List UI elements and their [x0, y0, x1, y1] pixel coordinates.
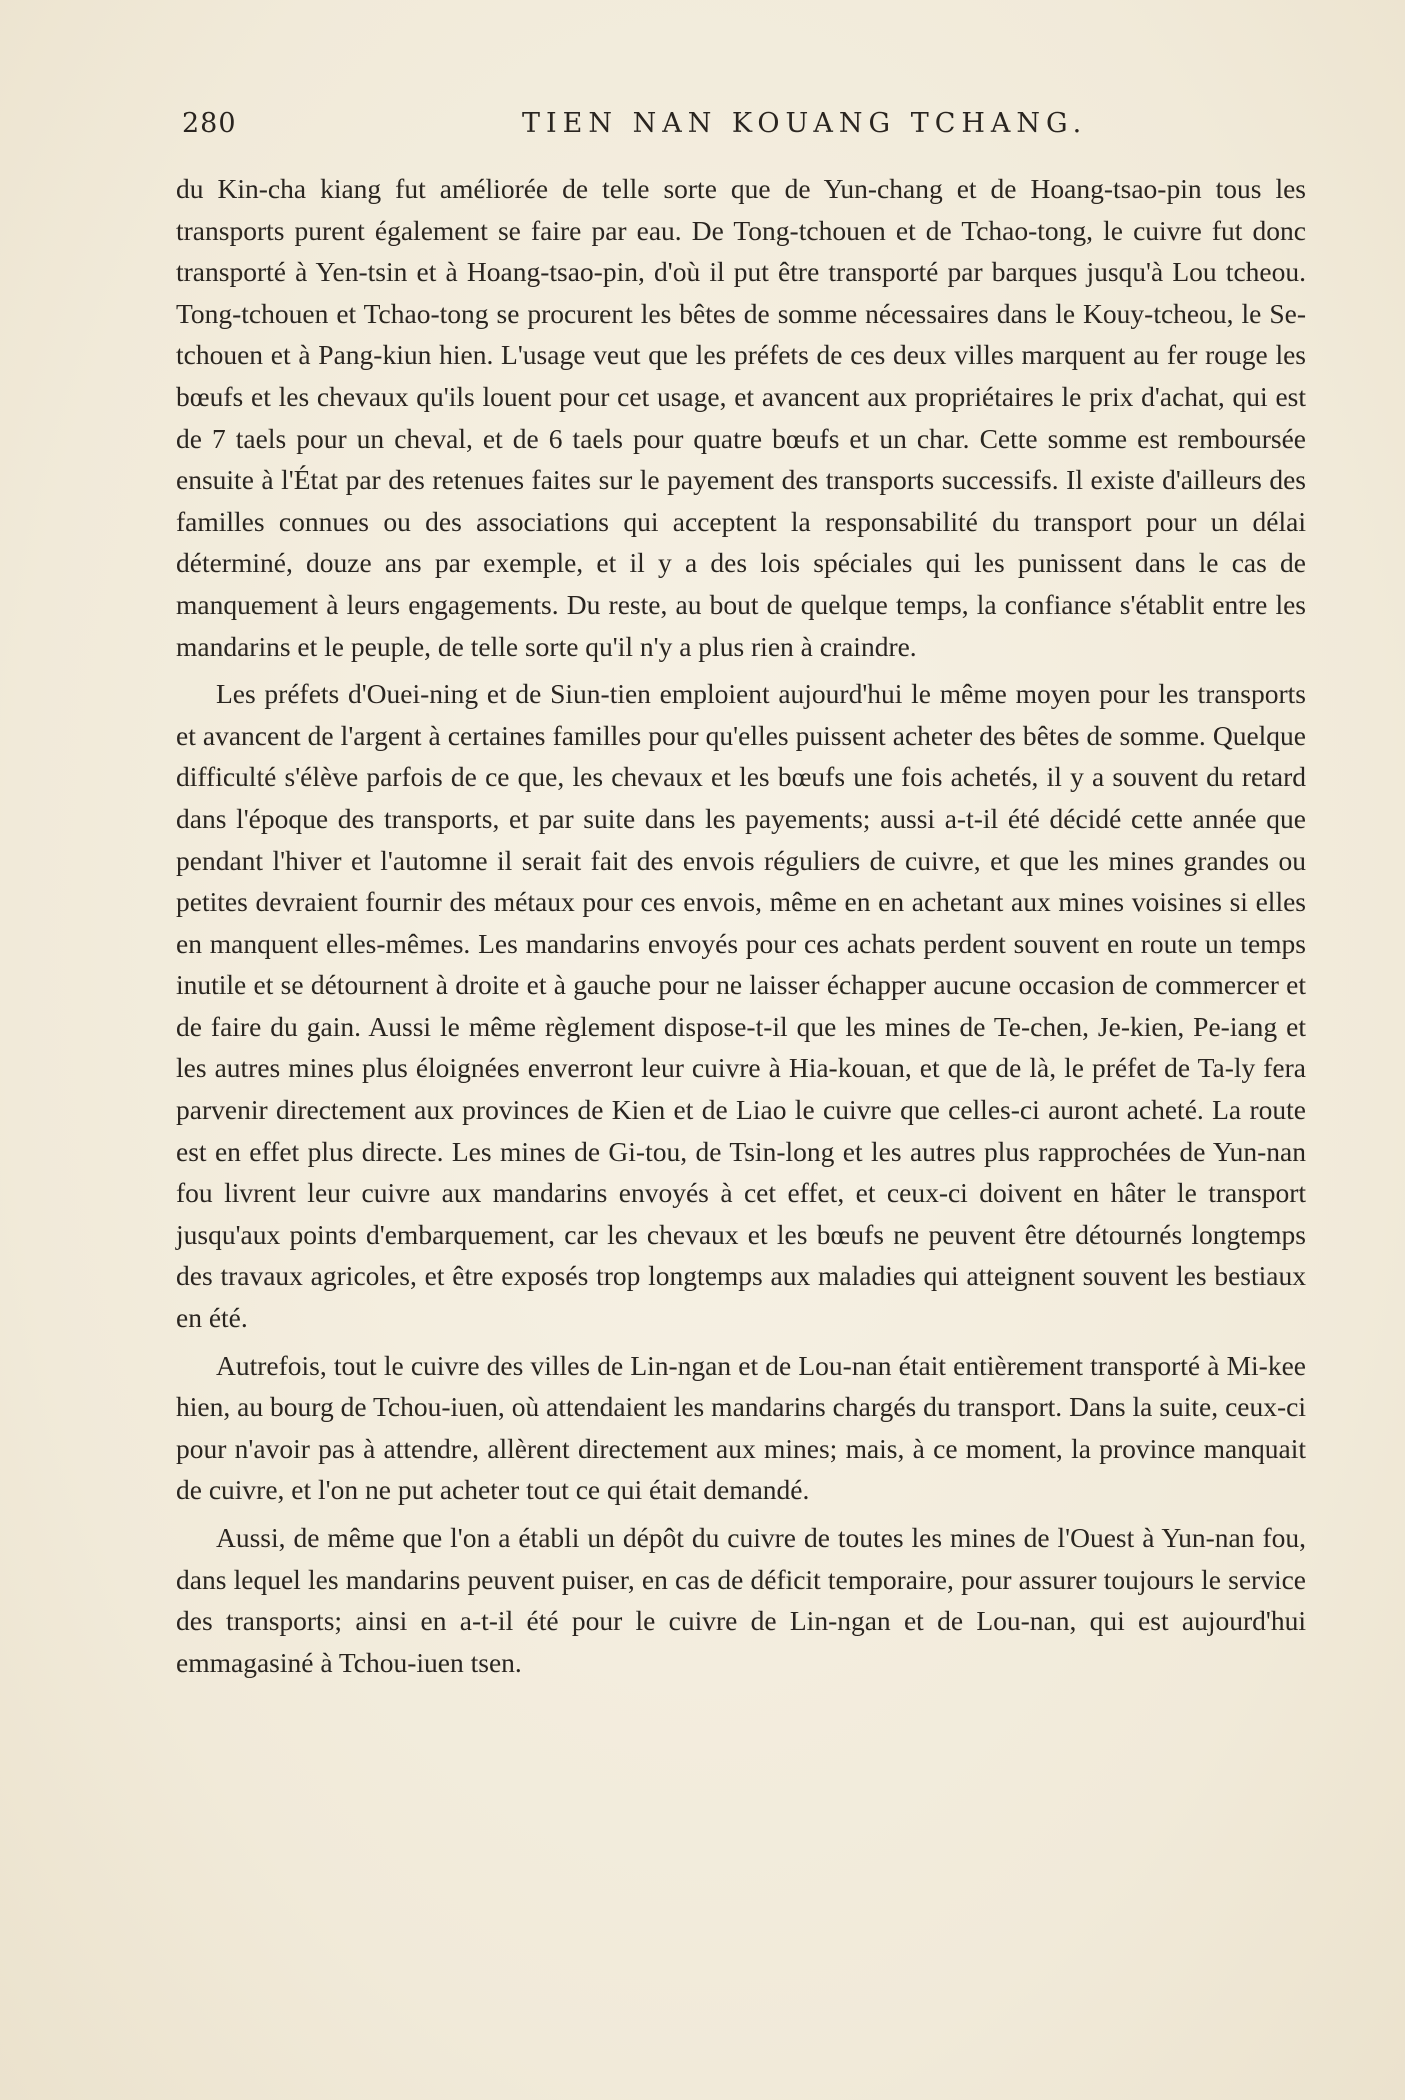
- paragraph-3: Autrefois, tout le cuivre des villes de Lin-ngan et de Lou-nan était entièrement transporté à Mi-kee hien, au bourg de Tchou-iuen, où attendaient les mandarins chargés du transport. Dans la suite, ceux-ci pour n'avoir pas à attendre, allèrent directement aux mines; mais, à ce moment, la province manquait de cuivre, et l'on ne put acheter tout ce qui était demandé.: [176, 1349, 1306, 1506]
- paragraph-1: du Kin-cha kiang fut améliorée de telle sorte que de Yun-chang et de Hoang-tsao-pin tous les transports purent également se faire par eau. De Tong-tchouen et de Tchao-tong, le cuivre fut donc transporté à Yen-tsin et à Hoang-tsao-pin, d'où il put être transporté par barques jusqu'à Lou tcheou. Tong-tchouen et Tchao-tong se procurent les bêtes de somme nécessaires dans le Kouy-tcheou, le Se-tchouen et à Pang-kiun hien. L'usage veut que les préfets de ces deux villes marquent au fer rouge les bœufs et les chevaux qu'ils louent pour cet usage, et avancent aux propriétaires le prix d'achat, qui est de 7 taels pour un cheval, et de 6 taels pour quatre bœufs et un char. Cette somme est remboursée ensuite à l'État par des retenues faites sur le payement des transports successifs. Il existe d'ailleurs des familles connues ou des associations qui acceptent la responsabilité du transport pour un délai déterminé, douze ans par exemple, et il y a des lois spéciales qui les punissent dans le cas de manquement à leurs engagements. Du reste, au bout de quelque temps, la confiance s'établit entre les mandarins et le peuple, de telle sorte qu'il n'y a plus rien à craindre.: [176, 173, 1306, 662]
- running-title: TIEN NAN KOUANG TCHANG.: [522, 108, 1088, 139]
- page-number: 280: [182, 108, 237, 139]
- body-text: [176, 168, 1306, 1689]
- page-header: [182, 108, 1232, 148]
- paragraph-2: Les préfets d'Ouei-ning et de Siun-tien emploient aujourd'hui le même moyen pour les transports et avancent de l'argent à certaines familles pour qu'elles puissent acheter des bêtes de somme. Quelque difficulté s'élève parfois de ce que, les chevaux et les bœufs une fois achetés, il y a souvent du retard dans l'époque des transports, et par suite dans les payements; aussi a-t-il été décidé cette année que pendant l'hiver et l'automne il serait fait des envois réguliers de cuivre, et que les mines grandes ou petites devraient fournir des métaux pour ces envois, même en en achetant aux mines voisines si elles en manquent elles-mêmes. Les mandarins envoyés pour ces achats perdent souvent en route un temps inutile et se détournent à droite et à gauche pour ne laisser échapper aucune occasion de commercer et de faire du gain. Aussi le même règlement dispose-t-il que les mines de Te-chen, Je-kien, Pe-iang et les autres mines plus éloignées enverront leur cuivre à Hia-kouan, et que de là, le préfet de Ta-ly fera parvenir directement aux provinces de Kien et de Liao le cuivre que celles-ci auront acheté. La route est en effet plus directe. Les mines de Gi-tou, de Tsin-long et les autres plus rapprochées de Yun-nan fou livrent leur cuivre aux mandarins envoyés à cet effet, et ceux-ci doivent en hâter le transport jusqu'aux points d'embarquement, car les chevaux et les bœufs ne peuvent être détournés longtemps des travaux agricoles, et être exposés trop longtemps aux maladies qui atteignent souvent les bestiaux en été.: [176, 678, 1306, 1334]
- paragraph-4: Aussi, de même que l'on a établi un dépôt du cuivre de toutes les mines de l'Ouest à Yun-nan fou, dans lequel les mandarins peuvent puiser, en cas de déficit temporaire, pour assurer toujours le service des transports; ainsi en a-t-il été pour le cuivre de Lin-ngan et de Lou-nan, qui est aujourd'hui emmagasiné à Tchou-iuen tsen.: [176, 1522, 1306, 1678]
